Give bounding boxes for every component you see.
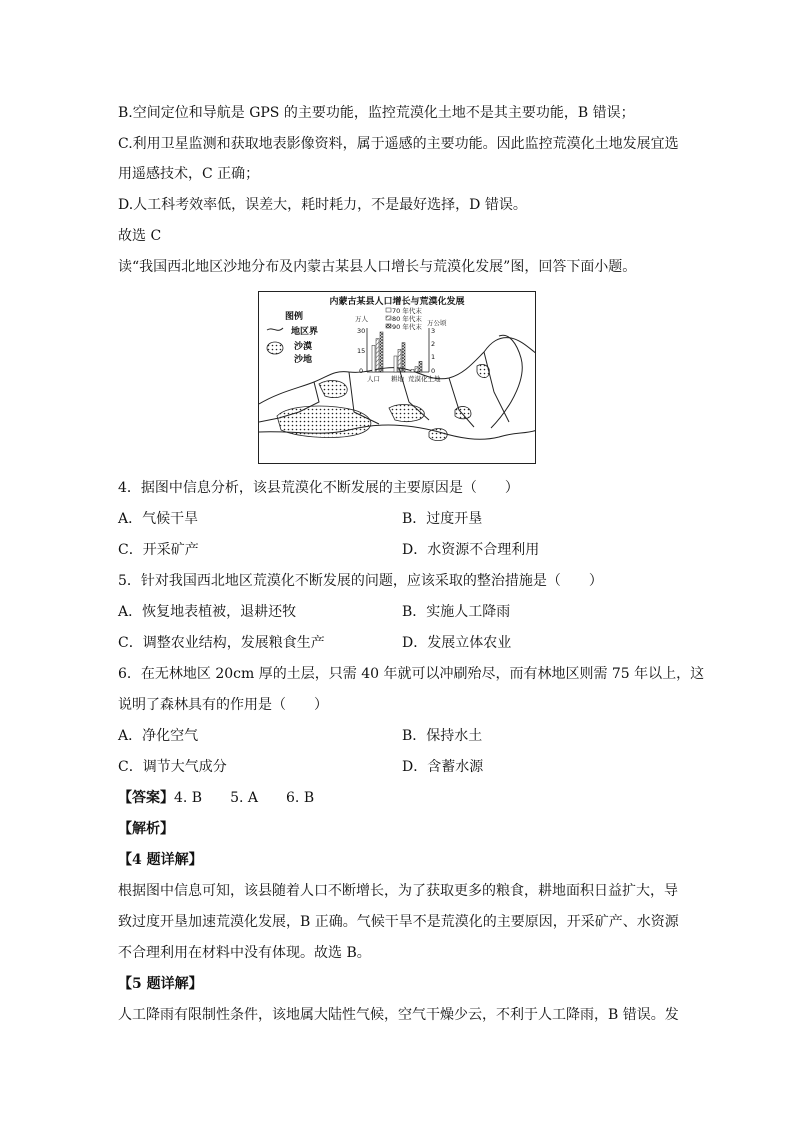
chart-unit-left: 万人 [355, 315, 368, 323]
text-line: C.利用卫星监测和获取地表影像资料，属于遥感的主要功能。因此监控荒漠化土地发展宜选 [118, 136, 679, 152]
series-swatch [386, 308, 391, 312]
q5-option-c: C．调整农业结构，发展粮食生产 [118, 635, 325, 651]
answer-label: 【答案】 [118, 790, 174, 806]
desert-region [389, 405, 424, 422]
answer-line [118, 788, 314, 808]
legend-title: 图例 [285, 312, 304, 322]
q6-option-a: A．净化空气 [118, 728, 199, 744]
question-4: 4．据图中信息分析，该县荒漠化不断发展的主要原因是（ ） [118, 480, 519, 496]
desert-region [429, 429, 447, 441]
bar [398, 349, 401, 372]
desert-symbol [267, 342, 283, 354]
series-swatch [386, 324, 391, 328]
bar [419, 361, 422, 372]
boundary-symbol [267, 328, 283, 330]
text-line: 读“我国西北地区沙地分布及内蒙古某县人口增长与荒漠化发展”图，回答下面小题。 [118, 259, 637, 275]
left-tick: 0 [359, 367, 364, 375]
left-tick: 30 [357, 327, 366, 335]
legend-desert-label: 沙漠 [294, 342, 313, 352]
q4-option-a: A．气候干旱 [118, 511, 199, 527]
series-legend-2: 80 年代末 [392, 315, 422, 323]
q4-option-c: C．开采矿产 [118, 542, 199, 558]
answer-body: 4. B 5. A 6. B [174, 790, 315, 806]
question-6-cont: 说明了森林具有的作用是（ ） [118, 697, 328, 713]
category-label: 耕地 [391, 375, 404, 383]
text-line: 人工降雨有限制性条件，该地属大陆性气候，空气干燥少云，不利于人工降雨，B 错误。发 [118, 1007, 679, 1023]
text-line: 故选 C [118, 228, 162, 244]
legend-sandland-label: 沙地 [294, 355, 313, 365]
figure-title: 内蒙古某县人口增长与荒漠化发展 [329, 297, 465, 307]
bar [411, 369, 414, 372]
text-line: 根据图中信息可知，该县随着人口不断增长，为了获取更多的粮食，耕地面积日益扩大，导 [118, 883, 678, 899]
series-swatch [386, 316, 391, 320]
map-figure [258, 291, 536, 464]
question-6: 6．在无林地区 20cm 厚的土层，只需 40 年就可以冲刷殆尽，而有林地区则需 75 年以上，这 [118, 666, 705, 682]
right-tick: 2 [431, 340, 436, 348]
detail-5-heading: 【5 题详解】 [118, 976, 203, 992]
text-line: 致过度开垦加速荒漠化发展，B 正确。气候干旱不是荒漠化的主要原因，开采矿产、水资源 [118, 914, 679, 930]
desert-region [455, 407, 471, 419]
desert-region [277, 406, 371, 437]
bar [394, 356, 397, 372]
bar [380, 332, 383, 372]
text-line: 不合理利用在材料中没有体现。故选 B。 [118, 945, 371, 961]
category-label: 人口 [367, 375, 380, 383]
q6-option-d: D．含蓄水源 [402, 759, 484, 775]
q5-option-d: D．发展立体农业 [402, 635, 512, 651]
bar [376, 339, 379, 372]
q6-option-c: C．调节大气成分 [118, 759, 227, 775]
right-tick: 1 [431, 353, 436, 361]
right-tick: 3 [431, 327, 436, 335]
bar [372, 345, 375, 372]
series-legend-3: 90 年代末 [392, 323, 422, 331]
analysis-heading: 【解析】 [118, 821, 174, 837]
q6-option-b: B．保持水土 [402, 728, 483, 744]
bar [415, 367, 418, 372]
text-line: 用遥感技术，C 正确； [118, 166, 260, 182]
series-legend-1: 70 年代末 [392, 307, 422, 315]
q4-option-d: D．水资源不合理利用 [402, 542, 540, 558]
q4-option-b: B．过度开垦 [402, 511, 483, 527]
legend-boundary-label: 地区界 [291, 327, 319, 337]
detail-4-heading: 【4 题详解】 [118, 852, 203, 868]
q5-option-b: B．实施人工降雨 [402, 604, 511, 620]
right-tick: 0 [431, 367, 436, 375]
question-5: 5．针对我国西北地区荒漠化不断发展的问题，应该采取的整治措施是（ ） [118, 573, 603, 589]
desert-region [477, 364, 489, 377]
text-line: B.空间定位和导航是 GPS 的主要功能，监控荒漠化土地不是其主要功能，B 错误； [118, 105, 635, 121]
desert-region [319, 381, 347, 398]
q5-option-a: A．恢复地表植被，退耕还牧 [118, 604, 297, 620]
category-label: 荒漠化土地 [408, 375, 441, 383]
chart-unit-right: 万公顷 [427, 319, 447, 327]
left-tick: 15 [357, 347, 366, 355]
bar [402, 343, 405, 372]
text-line: D.人工科考效率低，误差大，耗时耗力，不是最好选择，D 错误。 [118, 197, 527, 213]
